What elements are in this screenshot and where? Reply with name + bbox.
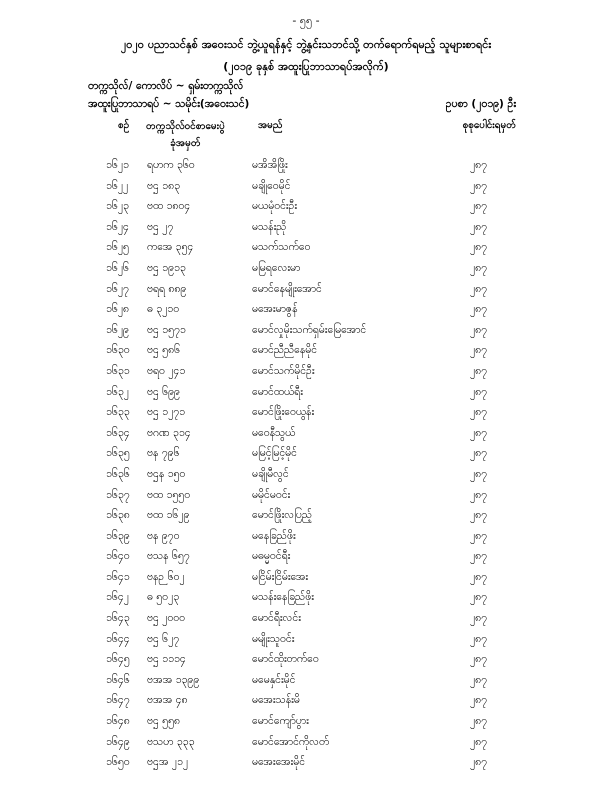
row-number: ၁၆၂၈: [106, 303, 129, 316]
roll-number: ဗဌ ၅၅၈: [147, 715, 180, 728]
total-marks: ၂၈၇: [470, 426, 488, 439]
list-item: [0, 159, 612, 180]
total-marks: ၂၈၇: [470, 323, 488, 336]
roll-number: ဗဌ ၁၂၇၁: [147, 406, 186, 419]
total-marks: ၂၈၇: [470, 509, 488, 522]
column-header-no: စဉ်: [118, 120, 130, 131]
total-marks: ၂၈၇: [470, 550, 488, 563]
roll-number: ဗနဉ ၆၀၂: [147, 570, 185, 583]
list-item: [0, 756, 612, 777]
student-name: မောင်နေမျိုးအောင်: [252, 282, 322, 295]
list-item: [0, 550, 612, 571]
row-number: ၁၆၃၈: [106, 509, 130, 522]
total-marks: ၂၈၇: [470, 715, 488, 728]
student-name: မဝေနီသွယ်: [252, 426, 296, 439]
exam-session-label: ဥပစာ (၂၀၁၉) ဦး: [445, 98, 516, 110]
row-number: ၁၆၂၄: [106, 220, 129, 233]
total-marks: ၂၈၇: [470, 673, 488, 686]
total-marks: ၂၈၇: [470, 467, 488, 480]
list-item: [0, 530, 612, 551]
student-name: မောင်လှုမိုးသက်ရှမ်းမြေအောင်: [252, 323, 367, 336]
row-number: ၁၆၃၆: [106, 467, 130, 480]
list-item: [0, 612, 612, 633]
total-marks: ၂၈၇: [470, 488, 488, 501]
row-number: ၁၆၄၄: [106, 632, 130, 645]
list-item: [0, 489, 612, 510]
student-name: မနေခြည်ဖိုး: [252, 529, 296, 542]
list-item: [0, 653, 612, 674]
list-item: [0, 447, 612, 468]
row-number: ၁၆၄၃: [106, 612, 130, 625]
roll-number: ဗသန ၆၅၇: [147, 550, 190, 563]
roll-number: ဗဌ ၁၉၁၃: [147, 261, 186, 274]
list-item: [0, 221, 612, 242]
row-number: ၁၆၂၁: [106, 159, 129, 171]
total-marks: ၂၈၇: [470, 735, 488, 748]
row-number: ၁၆၂၇: [106, 282, 129, 295]
roll-number: ဗထ ၁၅၅၀: [147, 488, 191, 501]
student-name: မမေနှင်းမိုင်: [252, 673, 296, 686]
roll-number: ဗဌ ၅၈၆: [147, 344, 180, 357]
total-marks: ၂၈၇: [470, 756, 488, 769]
roll-number: ဗအအ ၄၈: [147, 694, 188, 707]
total-marks: ၂၈၇: [470, 344, 488, 357]
total-marks: ၂၈၇: [470, 385, 488, 398]
student-name: မောင်ညီညီနေမိုင်: [252, 344, 318, 357]
student-name: မဓမ္မဝင်ရီး: [252, 550, 291, 563]
total-marks: ၂၈၇: [470, 241, 488, 254]
column-header-roll-line-2: ခုံအမှတ်: [170, 138, 201, 149]
list-item: [0, 427, 612, 448]
row-number: ၁၆၄၂: [106, 591, 129, 604]
page-number: - ၅၅ -: [292, 14, 320, 27]
list-item: [0, 344, 612, 365]
student-name: မမိုင်မဝင်း: [252, 488, 291, 501]
row-number: ၁၆၃၁: [106, 364, 130, 377]
row-number: ၁၆၂၂: [106, 179, 129, 192]
row-number: ၁၆၃၃: [106, 406, 130, 419]
roll-number: ဗထ ၁၈၀၄: [147, 200, 191, 213]
row-number: ၁၆၄၁: [106, 570, 130, 583]
list-item: [0, 571, 612, 592]
column-header-roll: [146, 118, 225, 152]
list-item: [0, 262, 612, 283]
student-name: မမျိုးသူဝင်း: [252, 632, 295, 645]
column-header-name: အမည်: [258, 120, 283, 131]
row-number: ၁၆၃၉: [106, 529, 130, 542]
total-marks: ၂၈၇: [470, 282, 488, 295]
row-number: ၁၆၂၆: [106, 261, 129, 274]
roll-number: ဗထ ၁၆၂၉: [147, 509, 190, 522]
total-marks: ၂၈၇: [470, 694, 488, 707]
row-number: ၁၆၄၇: [106, 694, 130, 707]
student-name: မအိအိဖြိုး: [252, 159, 288, 171]
total-marks: ၂၈၇: [470, 179, 488, 192]
roll-number: ဗန ၇၉၆: [147, 447, 180, 460]
list-item: [0, 200, 612, 221]
student-name: မချိုဝေမိုင်: [252, 179, 291, 192]
roll-number: ဗအအ ၁၃၉၉: [147, 673, 200, 686]
total-marks: ၂၈၇: [470, 364, 488, 377]
row-number: ၁၆၄၅: [106, 653, 130, 666]
roll-number: ဗန ၉၇၀: [147, 529, 180, 542]
column-header-marks: စုစုပေါင်းရမှတ်: [462, 120, 516, 131]
student-name: မအေးမာဇွန်: [252, 303, 298, 316]
list-item: [0, 509, 612, 530]
student-name: မောင်ဖြိုးလပြည့်: [252, 509, 313, 522]
roll-number: ကအေ ၃၅၄: [147, 241, 194, 254]
roll-number: ဗဌ ၆၂၇: [147, 632, 180, 645]
row-number: ၁၆၄၉: [106, 735, 130, 748]
row-number: ၁၆၄၀: [106, 550, 130, 563]
row-number: ၁၆၃၇: [106, 488, 130, 501]
roll-number: ဗရရ ၈၈၉: [147, 282, 187, 295]
total-marks: ၂၈၇: [470, 303, 488, 316]
student-name: မောင်ကျော်ပွား: [252, 715, 309, 728]
student-name: မချိုမီလွင်: [252, 467, 289, 480]
roll-number: ဗဌ ၂၀၀၀: [147, 612, 186, 625]
row-number: ၁၆၃၄: [106, 426, 130, 439]
total-marks: ၂၈၇: [470, 159, 488, 171]
student-name: မောင်ထိုးတက်ဝေ: [252, 653, 319, 666]
row-number: ၁၆၃၅: [106, 447, 130, 460]
total-marks: ၂၈၇: [470, 220, 488, 233]
total-marks: ၂၈၇: [470, 570, 488, 583]
student-name: မသန်းညို: [252, 220, 287, 233]
total-marks: ၂၈၇: [470, 653, 488, 666]
roll-number: ဗသဟ ၃၃၃: [147, 735, 195, 748]
row-number: ၁၆၂၅: [106, 241, 129, 254]
roll-number: ဗဌ ၁၅၇၁: [147, 323, 186, 336]
list-item: [0, 241, 612, 262]
roll-number: ဗဂဏ ၃၁၄: [147, 426, 191, 439]
roll-number: ဗဌအ ၂၁၂: [147, 756, 189, 769]
list-item: [0, 633, 612, 654]
roll-number: ဗဌန ၁၅၀: [147, 467, 186, 480]
list-item: [0, 591, 612, 612]
total-marks: ၂၈၇: [470, 261, 488, 274]
row-number: ၁၆၄၈: [106, 715, 130, 728]
list-item: [0, 303, 612, 324]
list-item: [0, 365, 612, 386]
roll-number: ဗရဝ ၂၄၁: [147, 364, 186, 377]
list-item: [0, 715, 612, 736]
university-label: တက္ကသိုလ်/ ကောလိပ် ~ ရှမ်းတက္ကသိုလ်: [88, 80, 244, 92]
total-marks: ၂၈၇: [470, 612, 488, 625]
student-name: မမြရလေးမာ: [252, 261, 301, 274]
list-item: [0, 694, 612, 715]
student-name: မအေးသန်းမိ: [252, 694, 300, 707]
list-item: [0, 674, 612, 695]
student-name: မအေးအေးမိုင်: [252, 756, 306, 769]
major-label: အထူးပြုဘာသာရပ် ~ သမိုင်း(အဝေးသင်): [88, 98, 250, 110]
column-header-roll-line-1: တက္ကသိုလ်ဝင်စာမေးပွဲ: [146, 121, 225, 132]
student-name: မောင်ရီးလင်း: [252, 612, 301, 625]
roll-number: ဗဌ ၁၁၁၄: [147, 653, 186, 666]
student-name: မယမုံဝင်းဦး: [252, 200, 298, 213]
row-number: ၁၆၂၃: [106, 200, 129, 213]
student-name: မောင်သက်မိုင်ဦး: [252, 364, 315, 377]
list-item: [0, 468, 612, 489]
list-item: [0, 283, 612, 304]
row-number: ၁၆၂၉: [106, 323, 129, 336]
list-item: [0, 324, 612, 345]
student-name: မောင်အောင်ကိုလတ်: [252, 735, 330, 748]
student-name: မောင်ဖြိုးဝေယွန်း: [252, 406, 315, 419]
results-list: [0, 159, 612, 777]
student-name: မောင်ထယ်ရီး: [252, 385, 303, 398]
roll-number: ဗဌ ၂၇: [147, 220, 174, 233]
total-marks: ၂၈၇: [470, 529, 488, 542]
total-marks: ၂၈၇: [470, 632, 488, 645]
roll-number: ဗဌ ၆၉၉: [147, 385, 180, 398]
roll-number: ရဟက ၃၆၀: [147, 159, 195, 171]
total-marks: ၂၈၇: [470, 447, 488, 460]
roll-number: ဗဌ ၁၈၃: [147, 179, 180, 192]
total-marks: ၂၈၇: [470, 591, 488, 604]
roll-number: ဓ ၅၀၂၃: [147, 591, 180, 604]
list-item: [0, 386, 612, 407]
student-name: မသက်သက်ဝေ: [252, 241, 311, 254]
row-number: ၁၆၄၆: [106, 673, 130, 686]
roll-number: ဓ ၃၂၁၀: [147, 303, 180, 316]
list-item: [0, 406, 612, 427]
row-number: ၁၆၅၀: [106, 756, 130, 769]
list-item: [0, 736, 612, 757]
row-number: ၁၆၃၀: [106, 344, 130, 357]
document-subtitle: (၂၀၁၉ ခုနှစ် အထူးပြုဘာသာရပ်အလိုက်): [223, 60, 389, 73]
student-name: မငြိမ်းငြိမ်းအေး: [252, 570, 309, 583]
total-marks: ၂၈၇: [470, 200, 488, 213]
list-item: [0, 180, 612, 201]
document-title: ၂၀၂၀ ပညာသင်နှစ် အဝေးသင် ဘွဲ့ယူရန်နှင့် ဘွဲ့နှင်းသဘင်သို့ တက်ရောက်ရမည့် သူများစာရင်း: [120, 38, 492, 51]
student-name: မသန်းနေခြည်ဖိုး: [252, 591, 314, 604]
student-name: မမြင့်မြင့်မိုင်: [252, 447, 297, 460]
row-number: ၁၆၃၂: [106, 385, 129, 398]
total-marks: ၂၈၇: [470, 406, 488, 419]
